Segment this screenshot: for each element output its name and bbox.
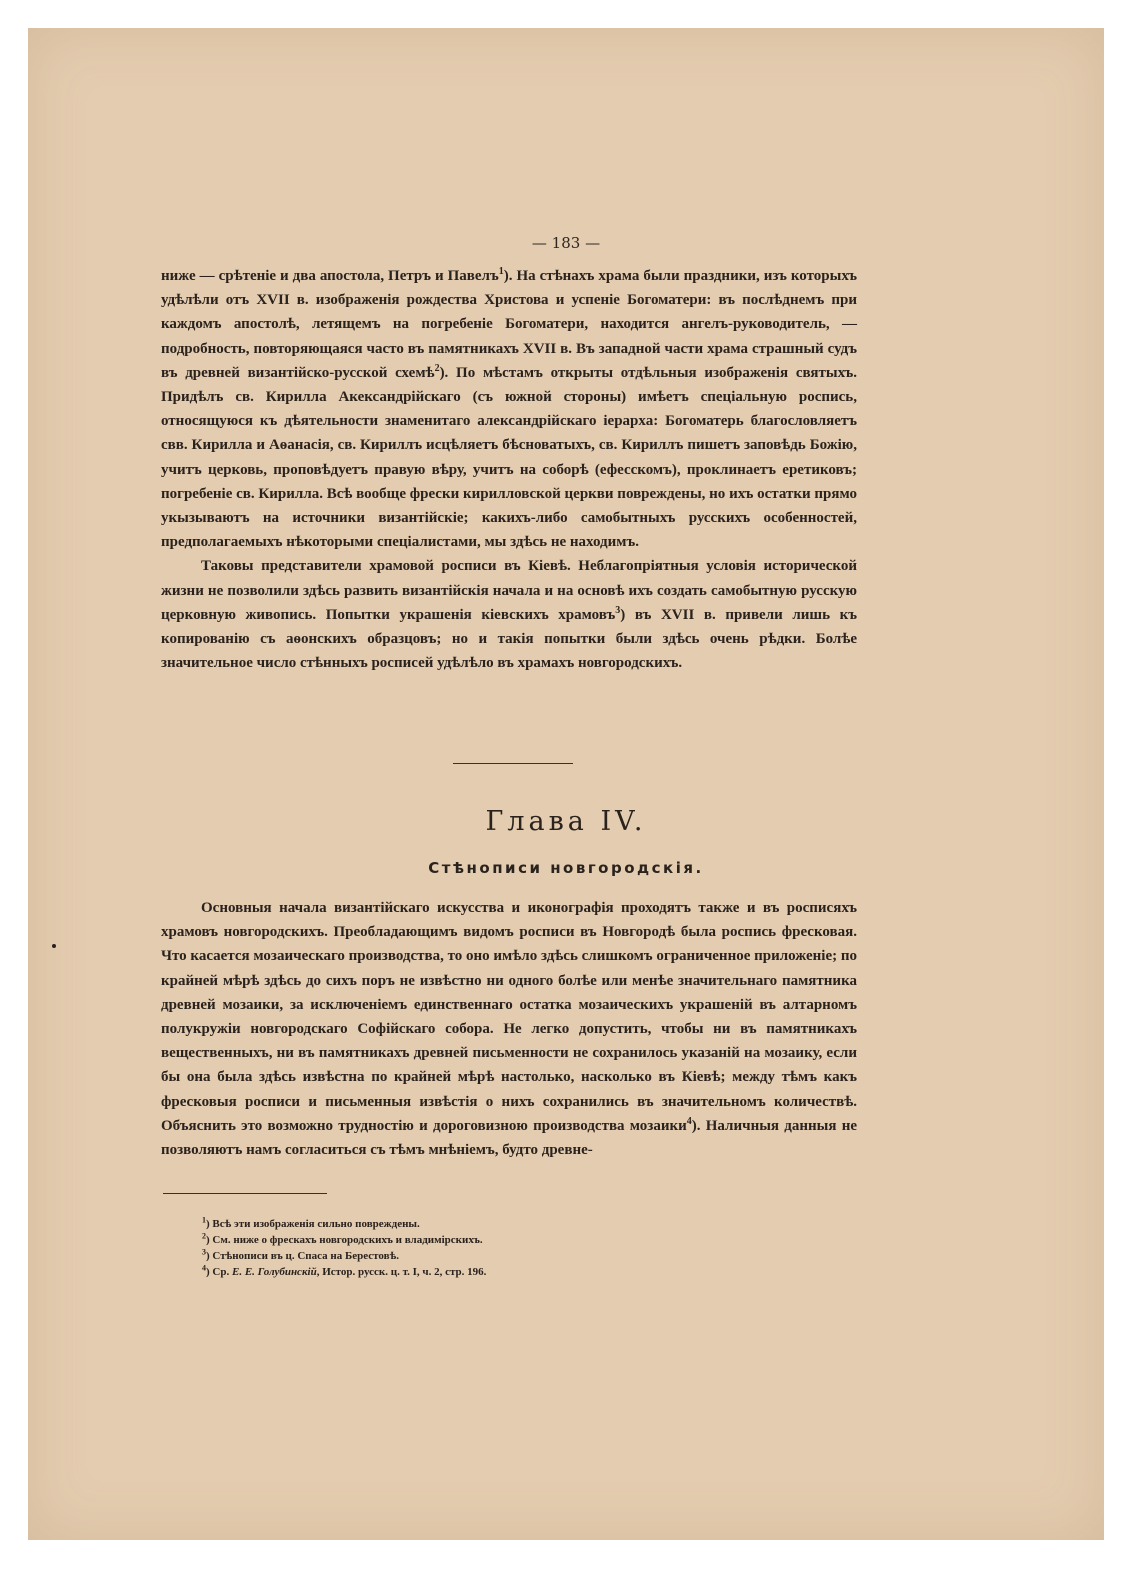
footnote-4 — [202, 1264, 842, 1280]
footnote-text-rest: , Истор. русск. ц. т. I, ч. 2, стр. 196. — [316, 1266, 487, 1278]
chapter-title: Глава IV. — [485, 806, 647, 837]
footnote-ref-3[interactable]: 3 — [615, 604, 621, 616]
paragraph-1-text-b: ). На стѣнахъ храма были праздники, изъ которыхъ удѣлѣли отъ XVII в. изображенія рождества Христова и успеніе Богоматери: въ послѣднемъ при каждомъ апостолѣ, летящемъ на погребеніе Богоматери, находится ангелъ-руководитель, — подробность, повторяющаяся часто въ памятникахъ XVII в. Въ западной части храма страшный судъ въ древней византійско-русской схемѣ — [161, 268, 858, 381]
page-number: — 183 — — [531, 234, 601, 252]
footnote-1 — [202, 1216, 842, 1232]
top-text-block — [161, 264, 857, 675]
section-divider — [453, 763, 573, 764]
footnote-mark: 3 — [202, 1247, 206, 1257]
footnote-author: Е. Е. Голубинскій — [231, 1266, 317, 1278]
chapter-subtitle: Стѣнописи новгородскія. — [428, 859, 704, 877]
footnote-text: ) Ср. — [206, 1266, 232, 1278]
footnotes — [202, 1216, 842, 1280]
footnote-text: ) См. ниже о фрескахъ новгородскихъ и владимірскихъ. — [206, 1234, 483, 1246]
footnote-mark: 2 — [202, 1231, 206, 1241]
paragraph-1-text-a: ниже — срѣтеніе и два апостола, Петръ и Павелъ — [161, 268, 499, 284]
chapter-text-block — [161, 896, 857, 1162]
paragraph-3-text-b: ). Наличныя данныя не позволяютъ намъ согласиться съ тѣмъ мнѣніемъ, будто древне- — [161, 1117, 858, 1159]
footnote-2 — [202, 1232, 842, 1248]
footnote-divider — [163, 1193, 327, 1194]
footnote-ref-1[interactable]: 1 — [498, 266, 504, 277]
paragraph-1-text-c: ). По мѣстамъ открыты отдѣльныя изображенія святыхъ. Придѣлъ св. Кирилла Акександрійскаго (съ южной стороны) имѣетъ спеціальную роспись, относящуюся къ дѣятельности знаменитаго александрійскаго іерарха: Богоматерь благословляетъ свв. Кирилла и Аѳанасія, св. Кириллъ исцѣляетъ бѣсноватыхъ, св. Кириллъ пишетъ заповѣдь Божію, учитъ церковь, проповѣдуетъ правую вѣру, учитъ на соборѣ (ефесскомъ), проклинаетъ еретиковъ; погребеніе св. Кирилла. Всѣ вообще фрески кирилловской церкви повреждены, но ихъ остатки прямо укызываютъ на источники византійскіе; какихъ-либо самобытныхъ русскихъ особенностей, предполагаемыхъ нѣкоторыми спеціалистами, мы здѣсь не находимъ. — [161, 364, 857, 551]
footnote-text: ) Стѣнописи въ ц. Спаса на Берестовѣ. — [206, 1250, 399, 1262]
paragraph-2 — [161, 554, 857, 675]
footnote-text: ) Всѣ эти изображенія сильно повреждены. — [206, 1218, 420, 1230]
scanned-page — [28, 28, 1104, 1540]
paragraph-3-text-a: Основныя начала византійскаго искусства и иконографія проходятъ также и въ росписяхъ храмовъ новгородскихъ. Преобладающимъ видомъ росписи въ Новгородѣ была роспись фресковая. Что касается мозаическаго производства, то оно имѣло здѣсь слишкомъ ограниченное приложеніе; по крайней мѣрѣ здѣсь до сихъ поръ не извѣстно ни одного болѣе или менѣе значительнаго памятника древней мозаики, за исключеніемъ единственнаго остатка мозаическихъ украшеній въ алтарномъ полукружіи новгородскаго Софійскаго собора. Не легко допустить, чтобы ни въ памятникахъ вещественныхъ, ни въ памятникахъ древней письменности не сохранилось указаній на мозаику, если бы она была здѣсь извѣстна по крайней мѣрѣ настолько, насколько въ Кіевѣ; между тѣмъ какъ фресковыя росписи и письменныя извѣстія о нихъ сохранились въ значительномъ количествѣ. Объяснить это возможно трудностію и дороговизною производства мозаики — [161, 900, 857, 1134]
paragraph-2-text-b: ) въ XVII в. привели лишь къ копированію съ аѳонскихъ образцовъ; но и такія попытки были здѣсь очень рѣдки. Болѣе значительное число стѣнныхъ росписей удѣлѣло въ храмахъ новгородскихъ. — [161, 606, 857, 672]
ink-speck — [52, 944, 56, 948]
footnote-ref-4[interactable]: 4 — [686, 1115, 692, 1127]
footnote-ref-2[interactable]: 2 — [434, 362, 440, 374]
paragraph-2-text-a: Таковы представители храмовой росписи въ Кіевѣ. Неблагопріятныя условія исторической жизни не позволили здѣсь развить византійскія начала и на основѣ ихъ создать самобытную русскую церковную живопись. Попытки украшенія кіевскихъ храмовъ — [161, 558, 857, 623]
paragraph-3 — [161, 896, 857, 1162]
footnote-mark: 4 — [202, 1263, 206, 1273]
footnote-mark: 1 — [202, 1215, 206, 1225]
footnote-3 — [202, 1248, 842, 1264]
paragraph-1 — [161, 264, 857, 554]
